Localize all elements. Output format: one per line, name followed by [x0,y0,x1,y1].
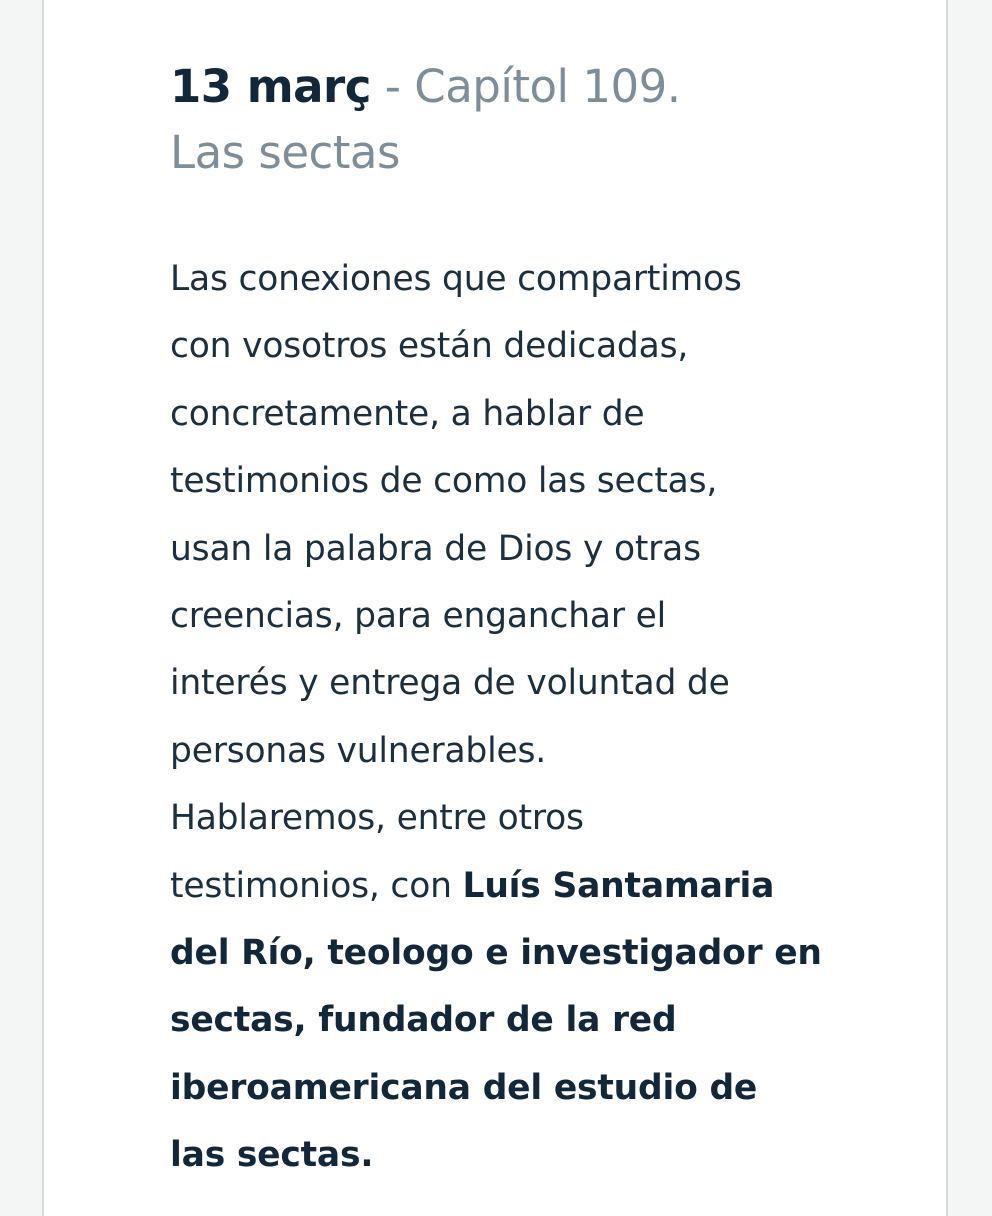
body-line: creencias, para enganchar el [170,596,666,637]
body-text: testimonios, con [170,865,463,906]
body-bold-text: Luís Santamaria [462,865,775,906]
body-bold-line: sectas, fundador de la red [170,1000,677,1041]
body-bold-line: iberoamericana del estudio de [170,1067,758,1108]
body-bold-line: las sectas. [170,1135,374,1176]
body-line: interés y entrega de voluntad de [170,663,730,704]
body-line: personas vulnerables. [170,730,547,771]
heading-line-1 [170,54,850,120]
article-heading [170,54,850,186]
heading-date: 13 març [170,60,371,113]
body-line: Hablaremos, entre otros [170,798,584,839]
body-line: testimonios de como las sectas, [170,461,718,502]
body-line: concretamente, a hablar de [170,393,645,434]
body-line-mixed [170,853,850,920]
article-content [170,54,850,1190]
article-body [170,246,850,1190]
body-line: Las conexiones que compartimos [170,259,742,299]
body-line: usan la palabra de Dios y otras [170,528,701,569]
article-card [42,0,948,1216]
body-line: con vosotros están dedicadas, [170,326,689,367]
body-bold-line: del Río, teologo e investigador en [170,933,822,974]
heading-separator: - [370,60,415,113]
heading-chapter: Capítol 109. [414,60,681,113]
heading-chapter-title: Las sectas [170,126,400,179]
